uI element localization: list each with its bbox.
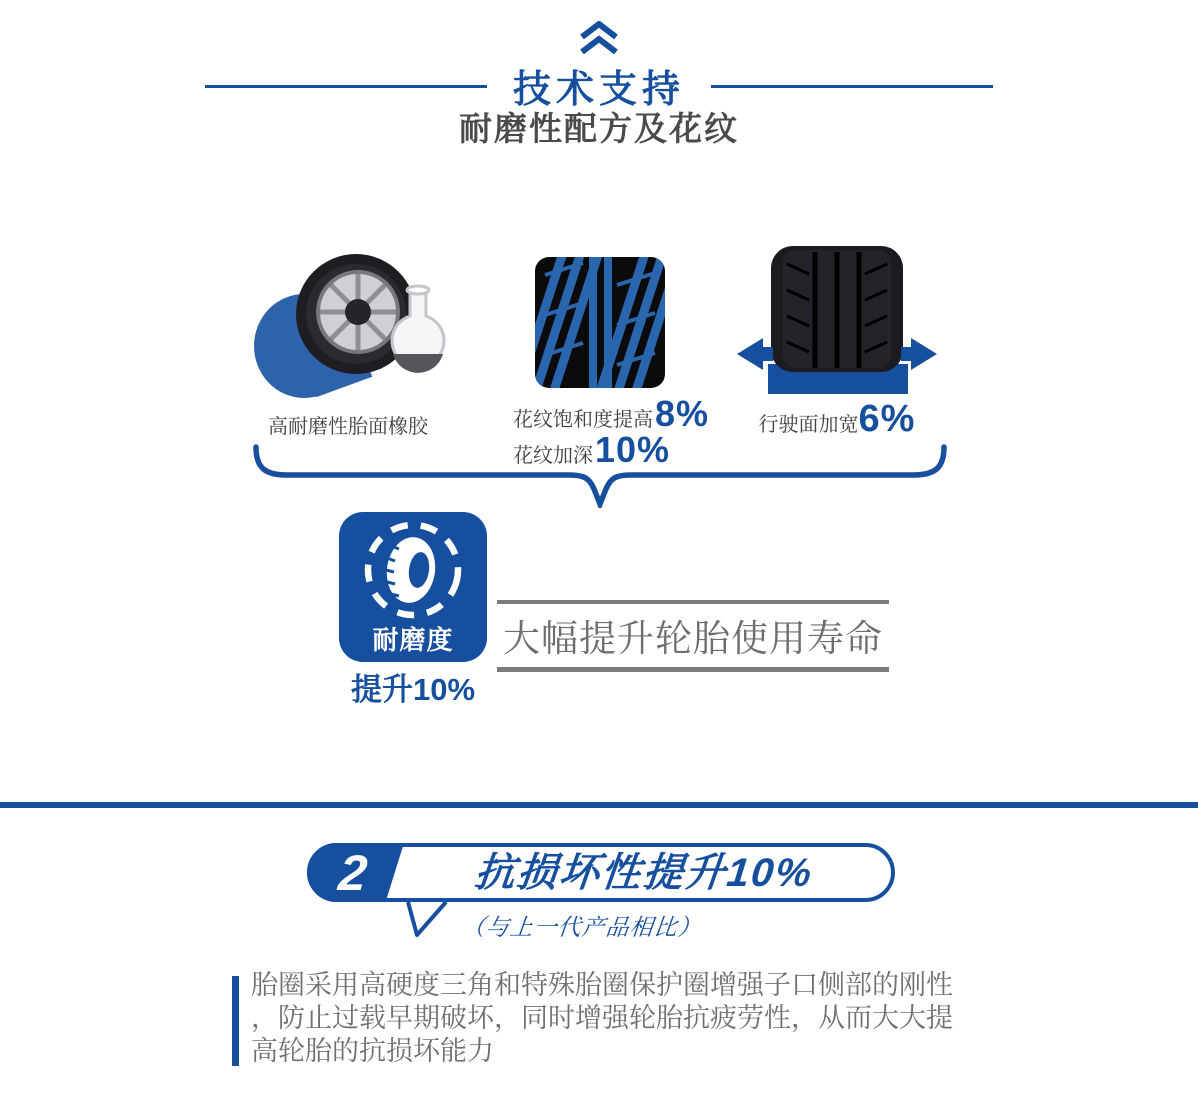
section2-title: 抗损坏性提升10% xyxy=(472,851,816,895)
benefit-statement: 大幅提升轮胎使用寿命 xyxy=(497,600,889,672)
wear-resistance-badge xyxy=(339,512,487,662)
badge-sub-label: 提升10% xyxy=(350,672,476,707)
tire-with-flask-illustration xyxy=(252,250,448,400)
feature-rubber-caption: 高耐磨性胎面橡胶 xyxy=(268,416,428,438)
page-subtitle: 耐磨性配方及花纹 xyxy=(459,110,739,147)
tread-pattern-illustration xyxy=(535,257,665,388)
badge-label: 耐磨度 xyxy=(372,625,454,655)
tread-line1-value: 8% xyxy=(655,393,710,434)
tread-line1-label: 花纹饱和度提高 xyxy=(513,409,653,431)
page-title: 技术支持 xyxy=(512,69,685,111)
arrow-left-icon xyxy=(737,338,773,370)
tire-front-arrows-illustration xyxy=(735,246,939,396)
feature-width-caption xyxy=(735,398,939,441)
bubble-tail-icon xyxy=(399,899,455,941)
chevron-up-double-icon xyxy=(577,21,621,55)
section2-subtitle: （与上一代产品相比） xyxy=(460,914,704,940)
tread-line2-label: 花纹加深 xyxy=(513,445,593,467)
tread-line2-value: 10% xyxy=(595,429,671,470)
section-divider xyxy=(0,802,1198,808)
width-value: 6% xyxy=(858,398,916,440)
tire-dashed-circle-icon xyxy=(339,512,487,624)
section2-number: 2 xyxy=(336,845,370,901)
section2-body: 胎圈采用高硬度三角和特殊胎圈保护圈增强子口侧部的刚性，防止过载早期破坏，同时增强轮胎抗疲劳性，从而大大提高轮胎的抗损坏能力 xyxy=(251,970,953,1066)
width-label: 行驶面加宽 xyxy=(758,414,859,436)
paragraph-accent-bar xyxy=(232,976,239,1066)
brace-down-icon xyxy=(253,444,947,508)
